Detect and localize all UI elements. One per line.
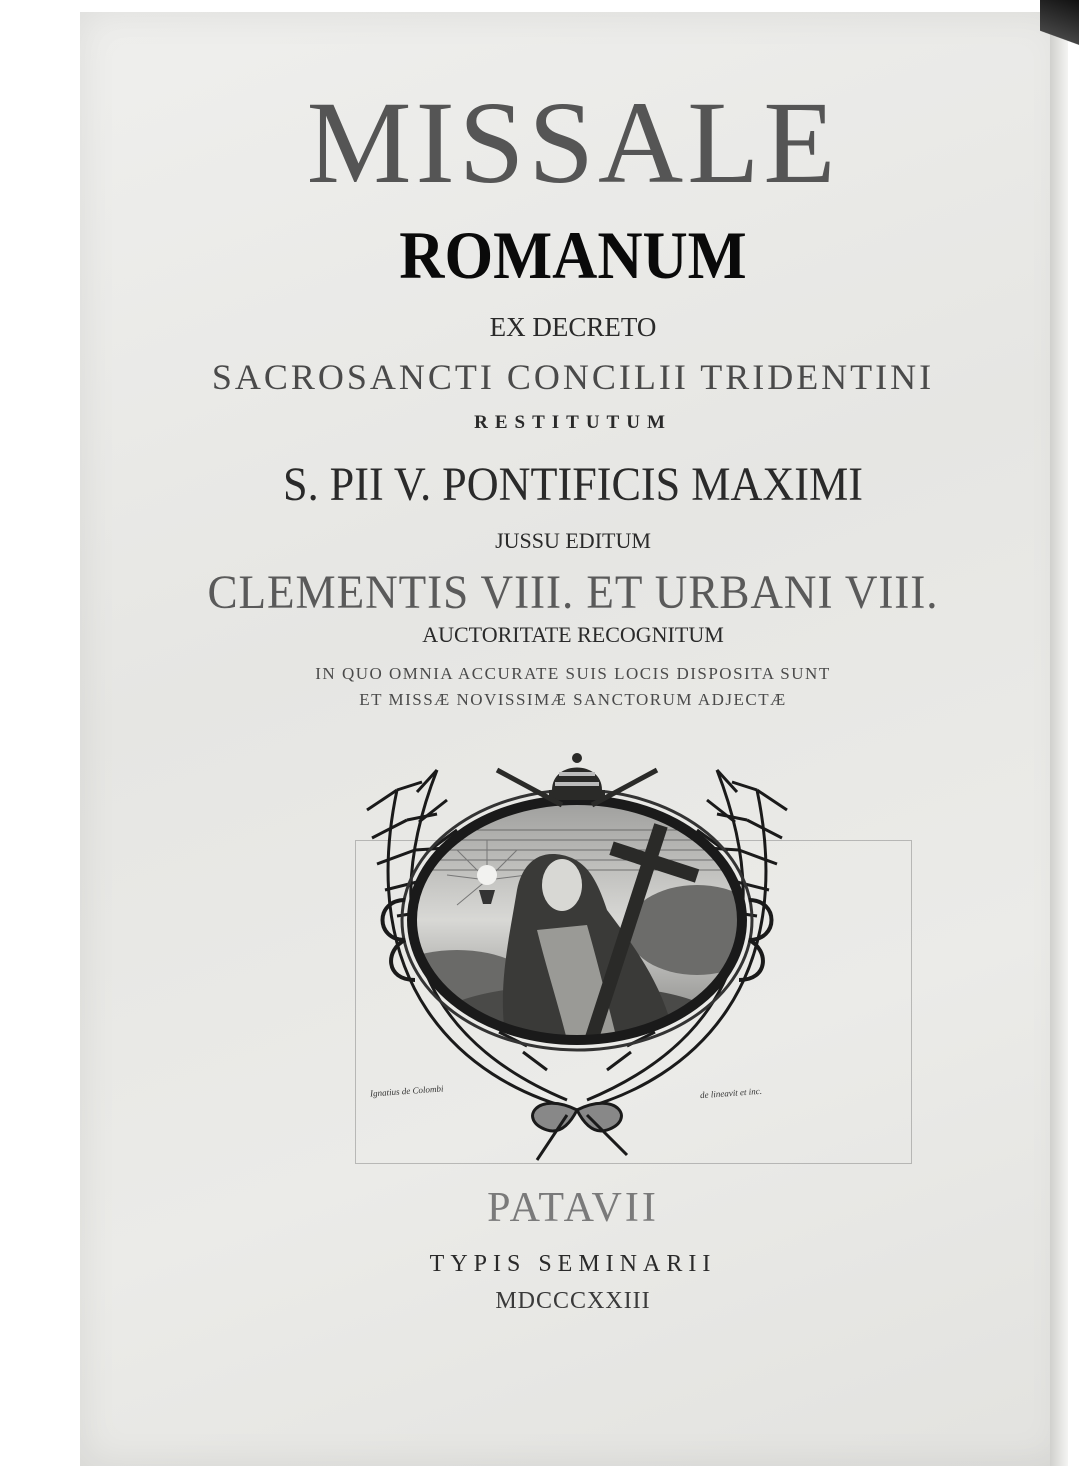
papal-tiara — [549, 753, 605, 800]
imprint-city: PATAVII — [487, 1185, 659, 1231]
line-jussu: JUSSU EDITUM — [495, 528, 651, 553]
book-title: MISSALE — [306, 77, 840, 208]
line-ex-decreto: EX DECRETO — [489, 312, 657, 342]
ribbon-bow — [533, 1103, 627, 1160]
scan-corner — [1040, 0, 1079, 60]
imprint-year: MDCCCXXIII — [495, 1288, 651, 1314]
line-popes2: CLEMENTIS VIII. ET URBANI VIII. — [207, 566, 939, 619]
medallion-scene — [377, 790, 767, 1055]
line-pope: S. PII V. PONTIFICIS MAXIMI — [283, 458, 863, 511]
book-subtitle: ROMANUM — [399, 217, 747, 293]
line-council: SACROSANCTI CONCILII TRIDENTINI — [211, 357, 935, 397]
line-in-quo: IN QUO OMNIA ACCURATE SUIS LOCIS DISPOSITA SUNT — [315, 664, 831, 683]
engraver-signature-right: de lineavit et inc. — [699, 1085, 763, 1101]
page-edge — [1050, 12, 1068, 1466]
imprint-printer: TYPIS SEMINARII — [429, 1251, 717, 1277]
engraving-vignette — [337, 750, 957, 1170]
line-et-missae: ET MISSÆ NOVISSIMÆ SANCTORUM ADJECTÆ — [359, 690, 787, 709]
engraver-signature-left: Ignatius de Colombi — [369, 1083, 444, 1099]
line-restitutum: RESTITUTUM — [474, 412, 672, 433]
line-auctoritate: AUCTORITATE RECOGNITUM — [422, 622, 724, 647]
